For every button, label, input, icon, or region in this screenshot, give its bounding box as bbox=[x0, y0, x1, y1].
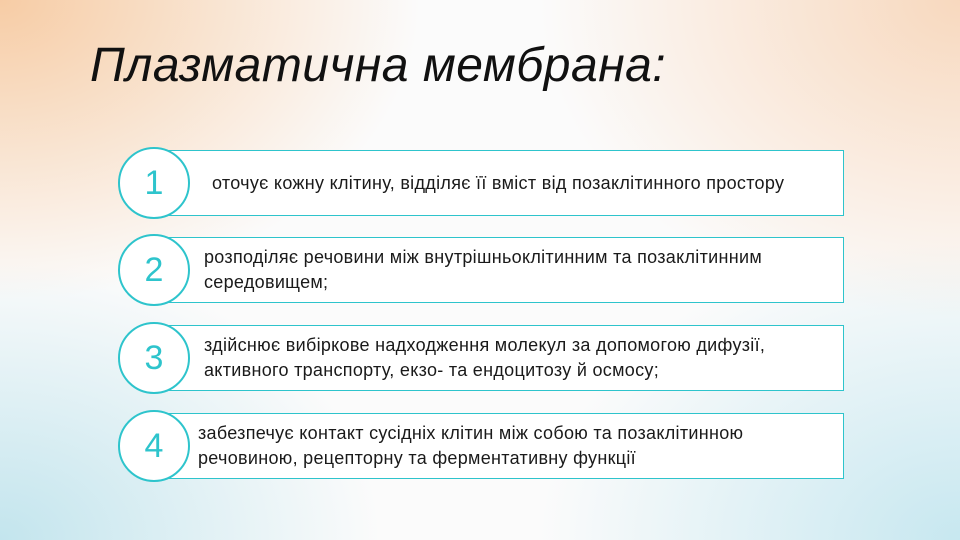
item-text: оточує кожну клітину, відділяє її вміст від позаклітинного простору bbox=[212, 172, 785, 193]
item-number-badge: 3 bbox=[118, 322, 190, 394]
item-number-badge: 1 bbox=[118, 147, 190, 219]
list-item bbox=[118, 410, 844, 482]
item-number-badge: 2 bbox=[118, 234, 190, 306]
item-text: розподіляє речовини між внутрішньоклітинним та позаклітинним середовищем; bbox=[204, 247, 762, 292]
item-text: здійснює вибіркове надходження молекул за допомогою дифузії, активного транспорту, екзо- та ендоцитозу й осмосу; bbox=[204, 335, 766, 380]
list-item bbox=[118, 322, 844, 394]
item-number-badge: 4 bbox=[118, 410, 190, 482]
list-item bbox=[118, 234, 844, 306]
item-text: забезпечує контакт сусідніх клітин між собою та позаклітинною речовиною, рецепторну та ферментативну функції bbox=[198, 423, 744, 468]
list-item bbox=[118, 147, 844, 219]
slide-title: Плазматична мембрана: bbox=[90, 39, 667, 92]
